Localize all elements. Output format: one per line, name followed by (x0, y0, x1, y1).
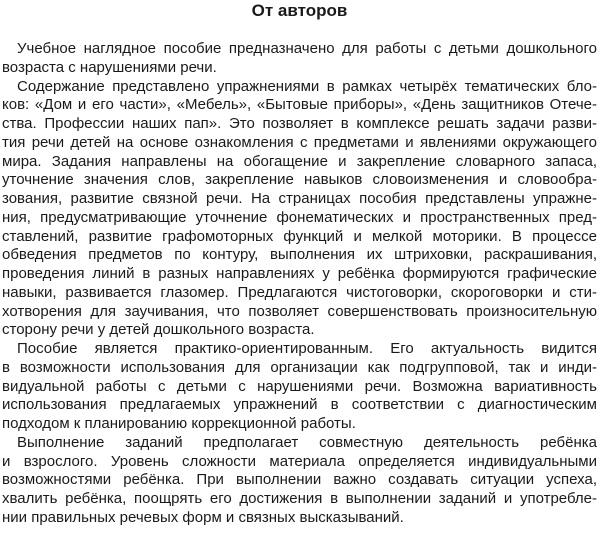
text-line: ния, предусматривающие уточнение фонематических и пространственных пред- (2, 208, 597, 226)
text-line: Учебное наглядное пособие предназначено для работы с детьми дошкольного (17, 40, 597, 57)
text-line: нии правильных речевых форм и связных высказываний. (2, 508, 404, 526)
text-line: в возможности использования для организации как подгрупповой, так и инди- (2, 358, 597, 376)
text-line: навыки, развивается глазомер. Предлагаются чистоговорки, скороговорки и сти- (2, 283, 597, 301)
text-line: подходом к планированию коррекционной работы. (2, 415, 356, 432)
document-body (2, 40, 597, 528)
text-line: Выполнение заданий предполагает совместную деятельность ребёнка (17, 433, 597, 451)
text-line: ства. Профессии наших пап». Это позволяет в комплексе решать задачи разви- (2, 115, 597, 132)
text-line: проведения линий в разных направлениях у ребёнка формируются графические (2, 265, 597, 282)
text-line: использования предлагаемых упражнений в соответствии с диагностическим (2, 396, 597, 414)
text-line: и взрослого. Уровень сложности материала определяется индивидуальными (2, 452, 597, 470)
paragraph (2, 340, 597, 434)
text-line: хотворения для заучивания, что позволяет совершенствовать произносительную (2, 302, 597, 320)
text-line: тия речи детей на основе ознакомления с предметами и явлениями окружающего (2, 133, 597, 151)
text-line: сторону речи у детей дошкольного возраста. (2, 321, 315, 339)
text-line: обведения предметов по контуру, выполнения их штриховки, раскрашивания, (2, 246, 597, 264)
text-line: зования, развитие связной речи. На страницах пособия представлены упражне- (2, 190, 597, 207)
paragraph (2, 434, 597, 528)
text-line: мира. Задания направлены на обогащение и закрепление словарного запаса, (2, 152, 597, 170)
paragraph (2, 78, 597, 341)
text-line: возможностями ребёнка. При выполнении важно создавать ситуации успеха, (2, 471, 597, 489)
text-line: возраста с нарушениями речи. (2, 58, 217, 76)
text-line: видуальной работы с детьми с нарушениями речи. Возможна вариативность (2, 377, 597, 395)
text-line: ков: «Дом и его части», «Мебель», «Бытовые приборы», «День защитников Отече- (2, 96, 597, 114)
text-line: Содержание представлено упражнениями в рамках четырёх тематических бло- (17, 77, 597, 95)
page-title: От авторов (251, 1, 348, 20)
text-line: уточнение значения слов, закрепление навыков словоизменения и словообра- (2, 171, 597, 189)
text-line: хвалить ребёнка, поощрять его достижения в выполнении заданий и употребле- (2, 490, 597, 507)
text-line: ставлений, развитие графомоторных функций и мелкой моторики. В процессе (2, 227, 597, 245)
text-line: Пособие является практико-ориентированным. Его актуальность видится (17, 340, 597, 357)
paragraph (2, 40, 597, 78)
